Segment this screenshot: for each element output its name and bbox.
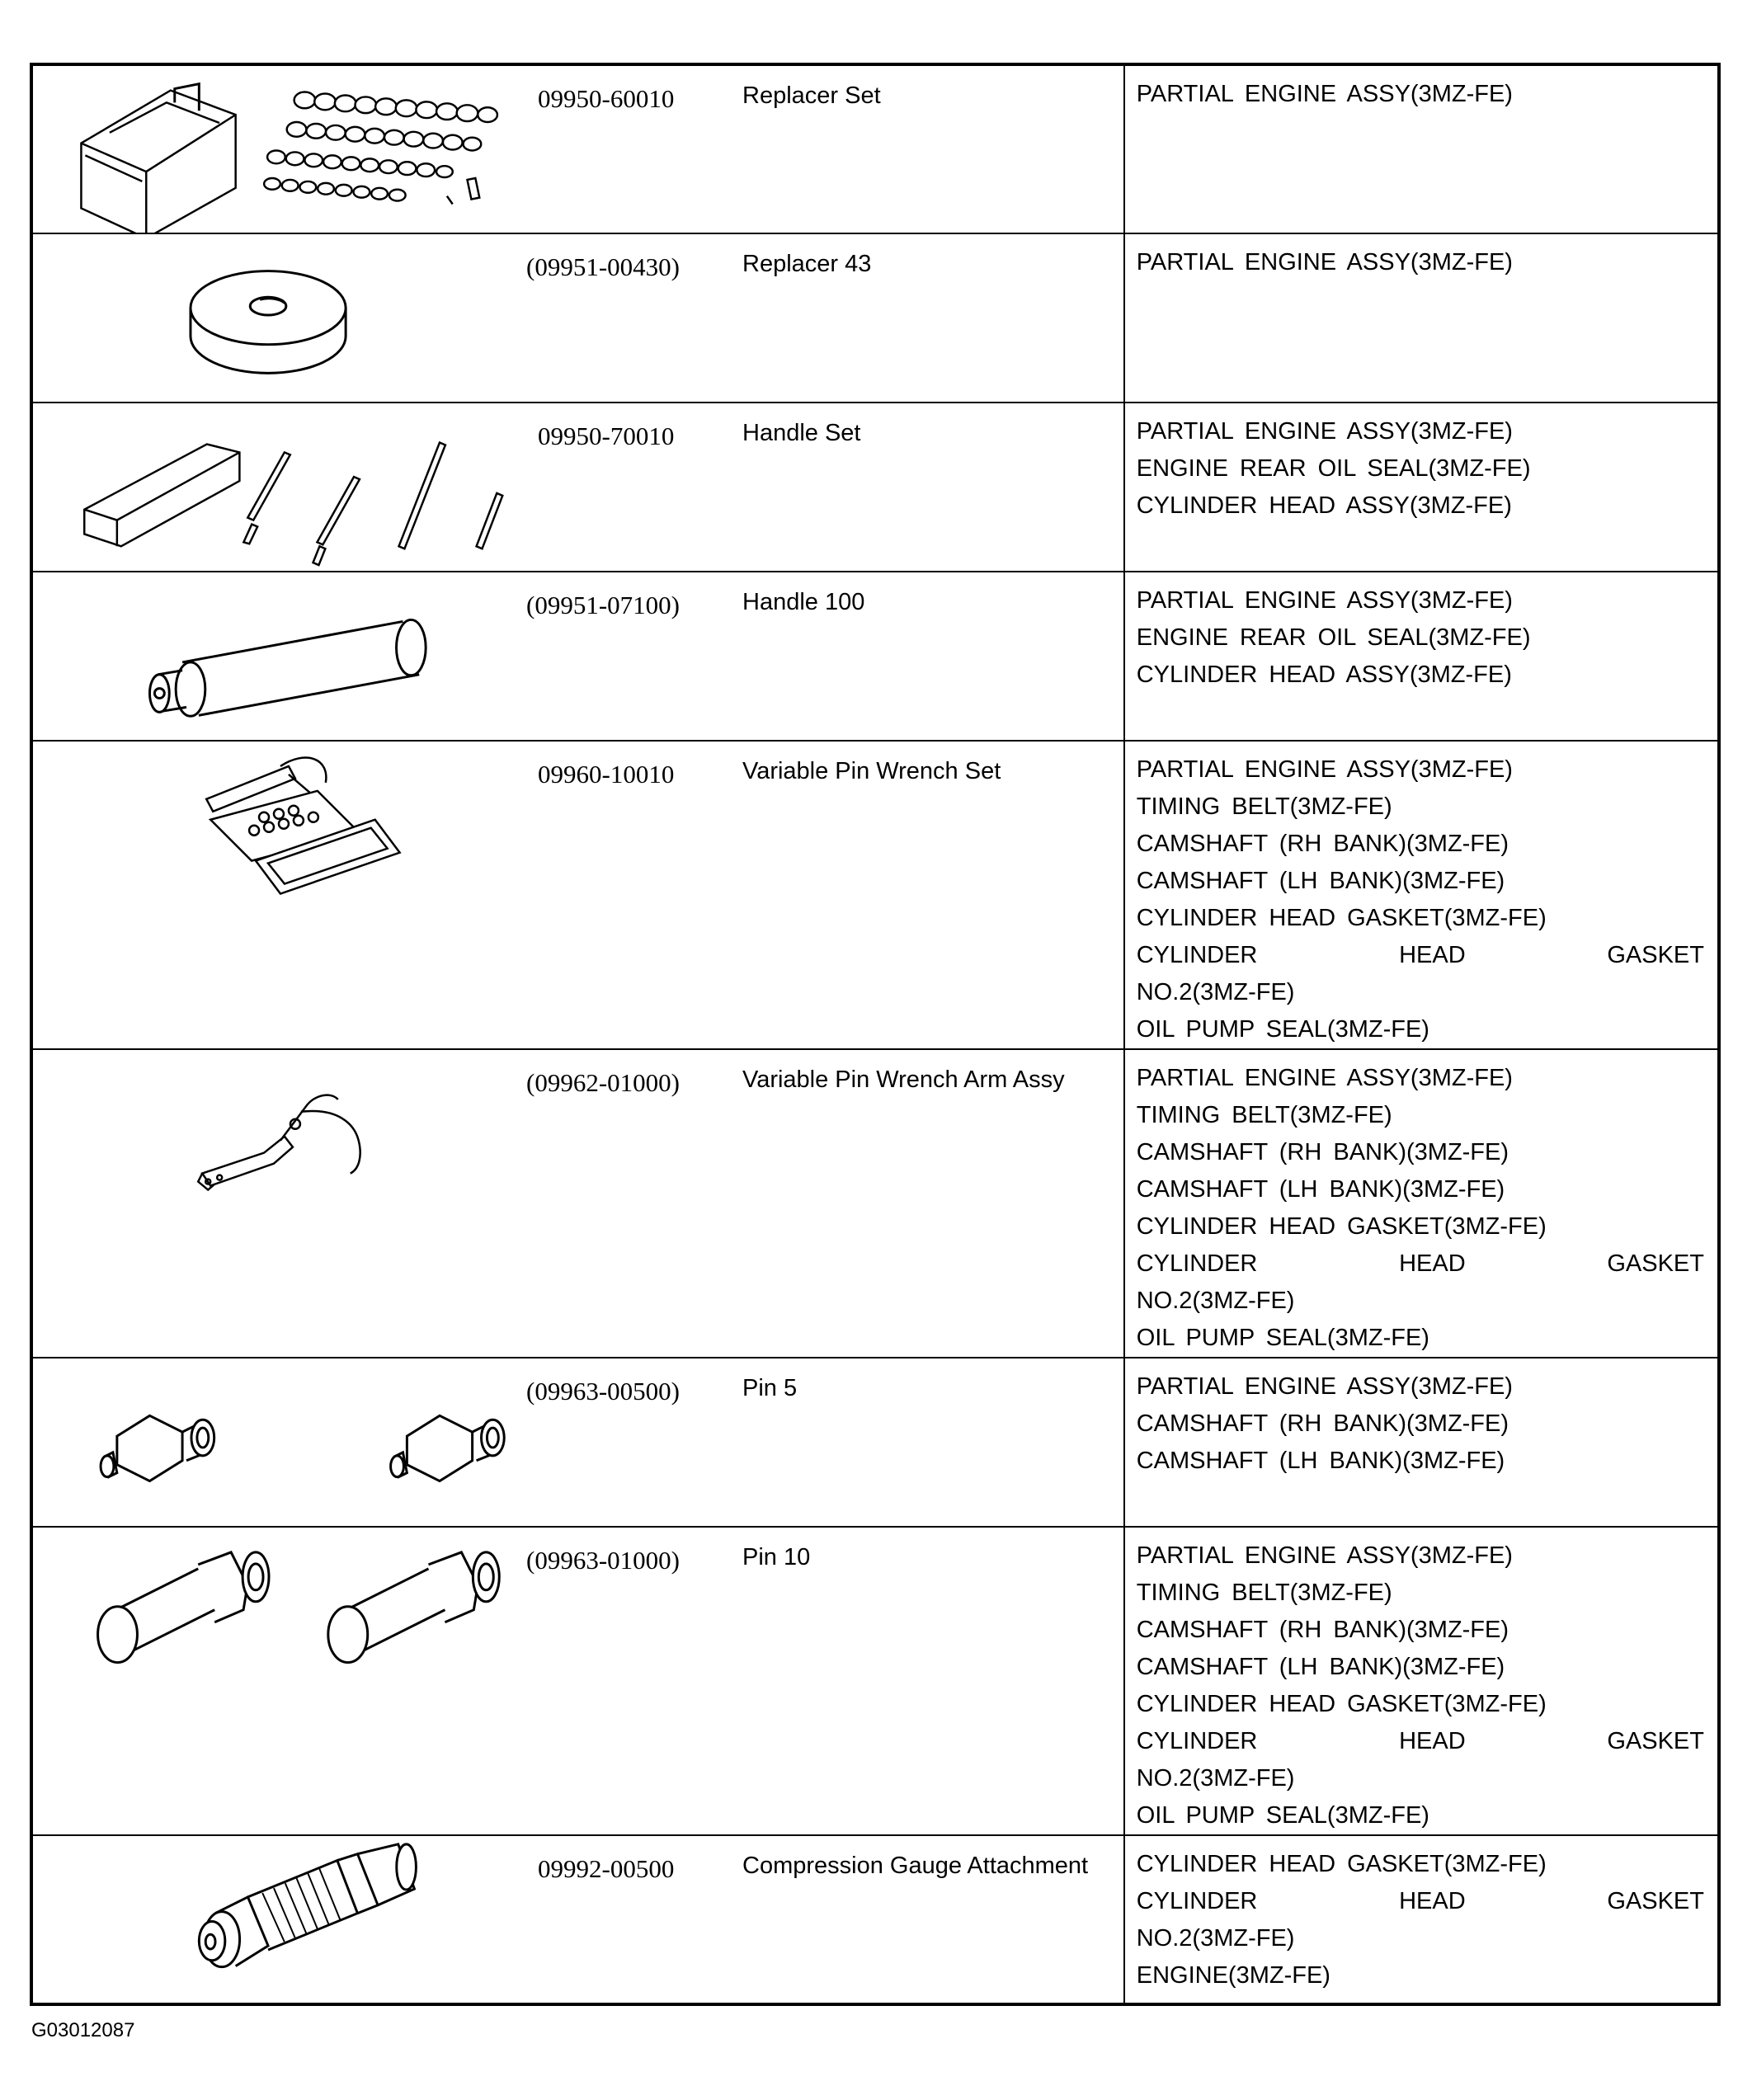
application-item: CAMSHAFT (RH BANK)(3MZ-FE) [1136, 831, 1509, 857]
table-row [31, 1358, 1719, 1527]
application-item: CYLINDER HEAD GASKET(3MZ-FE) [1136, 905, 1547, 931]
application-item: ENGINE(3MZ-FE) [1136, 1962, 1330, 1989]
application-item: ENGINE REAR OIL SEAL(3MZ-FE) [1136, 624, 1531, 651]
application-cell [1124, 572, 1719, 741]
pin-5-illustration [33, 1358, 511, 1526]
word: CYLINDER [1136, 1888, 1258, 1914]
table-row [31, 1835, 1719, 2004]
word: CYLINDER [1136, 942, 1258, 968]
tool-cell [31, 233, 1124, 403]
tool-name: Variable Pin Wrench Arm Assy [742, 1066, 1065, 1093]
table-row [31, 1527, 1719, 1835]
application-item: OIL PUMP SEAL(3MZ-FE) [1136, 1016, 1429, 1043]
word: GASKET [1607, 942, 1704, 968]
handle-set-illustration [33, 403, 511, 571]
application-item: CAMSHAFT (RH BANK)(3MZ-FE) [1136, 1139, 1509, 1165]
application-item: CYLINDER HEAD ASSY(3MZ-FE) [1136, 492, 1512, 519]
application-item: CAMSHAFT (RH BANK)(3MZ-FE) [1136, 1617, 1509, 1643]
tool-name: Replacer Set [742, 82, 881, 109]
application-cell [1124, 233, 1719, 403]
application-item: PARTIAL ENGINE ASSY(3MZ-FE) [1136, 1373, 1513, 1400]
table-row [31, 64, 1719, 233]
part-number: 09950-70010 [538, 421, 675, 450]
tool-cell [31, 403, 1124, 572]
tool-name: Replacer 43 [742, 251, 872, 277]
tool-name: Compression Gauge Attachment [742, 1853, 1089, 1879]
application-item [1137, 1245, 1704, 1283]
replacer-43-illustration [33, 234, 511, 402]
application-cell [1124, 1835, 1719, 2004]
application-cell [1124, 741, 1719, 1049]
word: CYLINDER [1136, 1728, 1258, 1754]
application-item: OIL PUMP SEAL(3MZ-FE) [1136, 1325, 1429, 1351]
application-cell [1124, 403, 1719, 572]
table-row [31, 1049, 1719, 1358]
tool-name: Variable Pin Wrench Set [742, 758, 1001, 784]
application-item: CAMSHAFT (LH BANK)(3MZ-FE) [1136, 1176, 1505, 1203]
figure-code: G03012087 [31, 2019, 135, 2041]
application-item: TIMING BELT(3MZ-FE) [1136, 793, 1392, 820]
word: HEAD [1399, 942, 1466, 968]
application-item: PARTIAL ENGINE ASSY(3MZ-FE) [1136, 1542, 1513, 1569]
word: HEAD [1399, 1728, 1466, 1754]
application-item: CAMSHAFT (LH BANK)(3MZ-FE) [1136, 868, 1505, 894]
part-number: 09950-60010 [538, 84, 675, 113]
application-item: PARTIAL ENGINE ASSY(3MZ-FE) [1136, 418, 1513, 445]
special-service-tools-table [30, 63, 1721, 2006]
word: HEAD [1399, 1888, 1466, 1914]
table-row [31, 233, 1719, 403]
application-item: CAMSHAFT (LH BANK)(3MZ-FE) [1136, 1448, 1505, 1474]
compression-gauge-attachment-illustration [33, 1836, 511, 2003]
application-cell [1124, 1358, 1719, 1527]
tool-name: Pin 5 [742, 1375, 798, 1401]
tool-name: Pin 10 [742, 1544, 811, 1570]
application-item: CYLINDER HEAD GASKET(3MZ-FE) [1136, 1851, 1547, 1877]
tool-cell [31, 1358, 1124, 1527]
variable-pin-wrench-arm-illustration [33, 1050, 511, 1357]
handle-100-illustration [33, 572, 511, 740]
word: GASKET [1607, 1250, 1704, 1277]
part-number: 09992-00500 [538, 1854, 675, 1883]
application-item: TIMING BELT(3MZ-FE) [1136, 1580, 1392, 1606]
application-item: PARTIAL ENGINE ASSY(3MZ-FE) [1136, 81, 1513, 107]
table-row [31, 403, 1719, 572]
application-item: CYLINDER HEAD GASKET(3MZ-FE) [1136, 1213, 1547, 1240]
tool-name: Handle 100 [742, 589, 865, 615]
table-row [31, 741, 1719, 1049]
word: HEAD [1399, 1250, 1466, 1277]
application-item: NO.2(3MZ-FE) [1136, 1925, 1295, 1952]
application-cell [1124, 1049, 1719, 1358]
tool-cell [31, 572, 1124, 741]
tool-cell [31, 64, 1124, 233]
application-item: PARTIAL ENGINE ASSY(3MZ-FE) [1136, 587, 1513, 614]
application-item: CAMSHAFT (RH BANK)(3MZ-FE) [1136, 1410, 1509, 1437]
tool-cell [31, 1049, 1124, 1358]
replacer-set-illustration [33, 66, 511, 233]
word: GASKET [1607, 1728, 1704, 1754]
word: CYLINDER [1136, 1250, 1258, 1277]
variable-pin-wrench-set-illustration [33, 742, 511, 1048]
application-item: NO.2(3MZ-FE) [1136, 1288, 1295, 1314]
part-number: (09963-01000) [526, 1546, 680, 1575]
application-item: CYLINDER HEAD GASKET(3MZ-FE) [1136, 1691, 1547, 1717]
part-number: (09963-00500) [526, 1377, 680, 1405]
part-number: (09951-07100) [526, 591, 680, 619]
tool-cell [31, 1835, 1124, 2004]
application-item: NO.2(3MZ-FE) [1136, 1765, 1295, 1792]
tool-cell [31, 741, 1124, 1049]
part-number: (09951-00430) [526, 252, 680, 281]
table-row [31, 572, 1719, 741]
application-item [1137, 1723, 1704, 1760]
application-cell [1124, 1527, 1719, 1835]
application-item: CAMSHAFT (LH BANK)(3MZ-FE) [1136, 1654, 1505, 1680]
application-item: TIMING BELT(3MZ-FE) [1136, 1102, 1392, 1128]
part-number: 09960-10010 [538, 760, 675, 789]
application-item: PARTIAL ENGINE ASSY(3MZ-FE) [1136, 756, 1513, 783]
application-item: PARTIAL ENGINE ASSY(3MZ-FE) [1136, 249, 1513, 275]
part-number: (09962-01000) [526, 1068, 680, 1097]
application-item: ENGINE REAR OIL SEAL(3MZ-FE) [1136, 455, 1531, 482]
application-item: OIL PUMP SEAL(3MZ-FE) [1136, 1802, 1429, 1829]
application-item [1137, 937, 1704, 974]
application-item: PARTIAL ENGINE ASSY(3MZ-FE) [1136, 1065, 1513, 1091]
application-cell [1124, 64, 1719, 233]
application-item: NO.2(3MZ-FE) [1136, 979, 1295, 1005]
application-item [1137, 1883, 1704, 1920]
tool-name: Handle Set [742, 420, 861, 446]
word: GASKET [1607, 1888, 1704, 1914]
tool-cell [31, 1527, 1124, 1835]
application-item: CYLINDER HEAD ASSY(3MZ-FE) [1136, 662, 1512, 688]
pin-10-illustration [33, 1528, 511, 1834]
